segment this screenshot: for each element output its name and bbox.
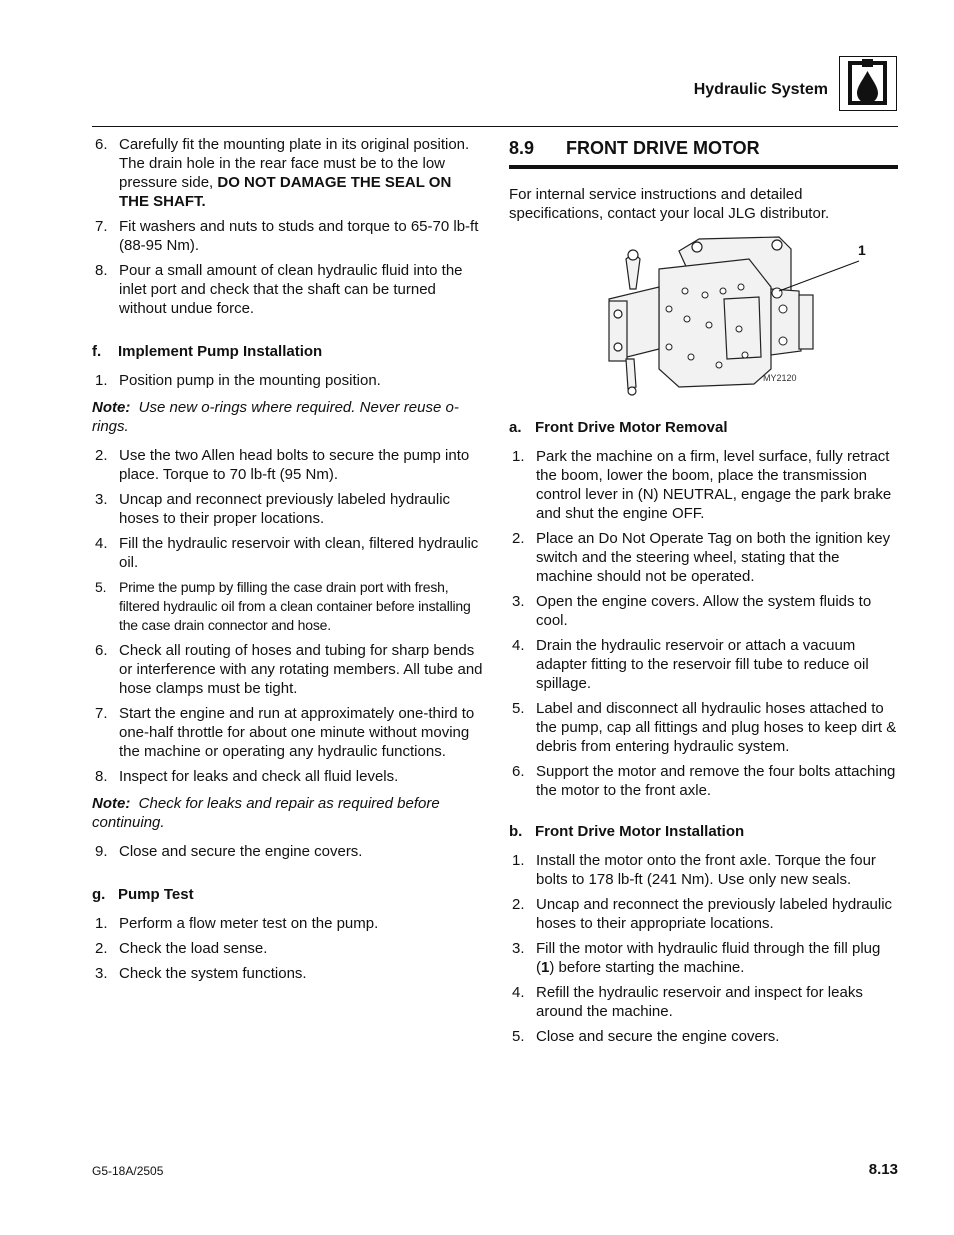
list-item	[92, 641, 484, 698]
step-warning: DO NOT DAMAGE THE SEAL ON THE SHAFT.	[119, 174, 452, 210]
step-number: 9.	[95, 843, 108, 860]
step-text: Support the motor and remove the four bolts attaching the motor to the front axle.	[536, 763, 896, 799]
step-number: 4.	[512, 637, 525, 654]
step-text: Carefully fit the mounting plate in its original position. The drain hole in the rear face must be to the low pressure side,	[119, 136, 470, 191]
subsection-letter: g.	[92, 886, 106, 903]
callout-reference: 1	[541, 959, 550, 976]
steps-a	[509, 447, 898, 800]
subsection-letter: b.	[509, 823, 523, 840]
figure-callout: 1	[858, 242, 866, 258]
step-text: Refill the hydraulic reservoir and inspect for leaks around the machine.	[536, 984, 863, 1020]
step-number: 1.	[512, 852, 525, 869]
list-item	[92, 939, 484, 958]
note-label: Note:	[92, 795, 131, 812]
step-number: 1.	[512, 448, 525, 465]
steps-f-c	[92, 842, 484, 861]
step-text: Check the load sense.	[119, 940, 268, 957]
left-column	[92, 135, 484, 989]
list-item	[509, 895, 898, 933]
footer-doc-code: G5-18A/2505	[92, 1164, 164, 1178]
subsection-title: Pump Test	[118, 886, 194, 903]
step-number: 7.	[95, 705, 108, 722]
subsection-title: Implement Pump Installation	[118, 343, 323, 360]
step-text: Close and secure the engine covers.	[119, 843, 363, 860]
step-text: Perform a flow meter test on the pump.	[119, 915, 379, 932]
list-item	[92, 964, 484, 983]
list-item	[509, 699, 898, 756]
list-item	[92, 371, 484, 390]
step-text: Position pump in the mounting position.	[119, 372, 381, 389]
list-item	[92, 578, 484, 635]
list-item	[92, 261, 484, 318]
step-number: 2.	[512, 896, 525, 913]
subsection-letter: a.	[509, 419, 522, 436]
note	[92, 398, 484, 436]
list-item	[92, 446, 484, 484]
section-heading	[509, 135, 898, 169]
note	[92, 794, 484, 832]
step-number: 5.	[95, 579, 107, 595]
step-number: 6.	[512, 763, 525, 780]
step-number: 4.	[512, 984, 525, 1001]
note-text: Check for leaks and repair as required before continuing.	[92, 795, 440, 831]
step-text: Install the motor onto the front axle. Torque the four bolts to 178 lb-ft (241 Nm). Use only new seals.	[536, 852, 876, 888]
step-text: Drain the hydraulic reservoir or attach a vacuum adapter fitting to the reservoir fill tube to reduce oil spillage.	[536, 637, 869, 692]
step-number: 2.	[95, 447, 108, 464]
step-text: Park the machine on a firm, level surface, fully retract the boom, lower the boom, place the transmission control lever in (N) NEUTRAL, engage the park brake and shut the engine OFF.	[536, 448, 892, 522]
section-title: FRONT DRIVE MOTOR	[566, 138, 760, 158]
list-item	[92, 704, 484, 761]
list-item	[509, 762, 898, 800]
note-label: Note:	[92, 399, 131, 416]
step-number: 8.	[95, 262, 108, 279]
list-item	[92, 490, 484, 528]
subsection-heading-a	[509, 418, 898, 437]
list-item	[92, 767, 484, 786]
list-item	[92, 217, 484, 255]
step-text: Check the system functions.	[119, 965, 307, 982]
step-number: 6.	[95, 136, 108, 153]
list-item	[92, 135, 484, 211]
step-number: 3.	[512, 593, 525, 610]
list-item	[509, 1027, 898, 1046]
hydraulic-drop-icon	[839, 56, 897, 111]
page-number: 8.13	[868, 1161, 898, 1178]
subsection-heading-b	[509, 822, 898, 841]
step-text: Use the two Allen head bolts to secure the pump into place. Torque to 70 lb-ft (95 Nm).	[119, 447, 470, 483]
step-number: 4.	[95, 535, 108, 552]
steps-b	[509, 851, 898, 1046]
list-item	[92, 534, 484, 572]
step-number: 7.	[95, 218, 108, 235]
subsection-letter: f.	[92, 343, 102, 360]
step-text: Label and disconnect all hydraulic hoses attached to the pump, cap all fittings and plug hoses to keep dirt & debris from entering hydraulic system.	[536, 700, 897, 755]
step-number: 3.	[95, 965, 108, 982]
step-text: Inspect for leaks and check all fluid levels.	[119, 768, 399, 785]
step-text: Open the engine covers. Allow the system fluids to cool.	[536, 593, 872, 629]
step-number: 2.	[512, 530, 525, 547]
step-number: 2.	[95, 940, 108, 957]
step-number: 3.	[95, 491, 108, 508]
step-number: 5.	[512, 700, 525, 717]
header-rule	[92, 126, 898, 127]
motor-illustration	[509, 229, 898, 404]
steps-f-b	[92, 446, 484, 786]
subsection-title: Front Drive Motor Installation	[535, 823, 745, 840]
motor-figure	[509, 229, 898, 404]
steps-initial	[92, 135, 484, 318]
subsection-heading-g	[92, 885, 484, 904]
step-text: Fit washers and nuts to studs and torque to 65-70 lb-ft (88-95 Nm).	[119, 218, 479, 254]
step-text: Place an Do Not Operate Tag on both the ignition key switch and the steering wheel, stating that the machine should not be operated.	[536, 530, 891, 585]
step-text: Pour a small amount of clean hydraulic fluid into the inlet port and check that the shaft can be turned without undue force.	[119, 262, 463, 317]
step-number: 8.	[95, 768, 108, 785]
subsection-title: Front Drive Motor Removal	[535, 419, 728, 436]
step-text: Check all routing of hoses and tubing for sharp bends or interference with any rotating members. All tube and hose clamps must be tight.	[119, 642, 483, 697]
subsection-heading-f	[92, 342, 484, 361]
step-text: Prime the pump by filling the case drain port with fresh, filtered hydraulic oil from a clean container before installing the case drain connector and hose.	[119, 579, 471, 633]
step-text: Fill the hydraulic reservoir with clean, filtered hydraulic oil.	[119, 535, 479, 571]
step-text: Uncap and reconnect the previously labeled hydraulic hoses to their appropriate locations.	[536, 896, 893, 932]
list-item	[509, 983, 898, 1021]
section-number: 8.9	[509, 138, 535, 158]
list-item	[509, 592, 898, 630]
note-text: Use new o-rings where required. Never reuse o-rings.	[92, 399, 459, 435]
list-item	[509, 636, 898, 693]
step-text: Close and secure the engine covers.	[536, 1028, 780, 1045]
list-item	[92, 842, 484, 861]
header-section-title: Hydraulic System	[693, 81, 828, 98]
step-number: 3.	[512, 940, 525, 957]
steps-f-a	[92, 371, 484, 390]
steps-g	[92, 914, 484, 983]
list-item	[509, 851, 898, 889]
list-item	[509, 939, 898, 977]
step-text: Uncap and reconnect previously labeled hydraulic hoses to their proper locations.	[119, 491, 451, 527]
figure-code: MY2120	[763, 373, 797, 383]
step-text: Fill the motor with hydraulic fluid through the fill plug (	[536, 940, 881, 976]
step-text: ) before starting the machine.	[549, 959, 745, 976]
step-number: 6.	[95, 642, 108, 659]
step-number: 5.	[512, 1028, 525, 1045]
right-column	[509, 135, 898, 1052]
step-number: 1.	[95, 915, 108, 932]
list-item	[509, 447, 898, 523]
step-number: 1.	[95, 372, 108, 389]
step-text: Start the engine and run at approximately one-third to one-half throttle for about one minute without moving the machine or operating any hydraulic functions.	[119, 705, 475, 760]
list-item	[92, 914, 484, 933]
intro-text: For internal service instructions and detailed specifications, contact your local JLG distributor.	[509, 186, 830, 222]
list-item	[509, 529, 898, 586]
